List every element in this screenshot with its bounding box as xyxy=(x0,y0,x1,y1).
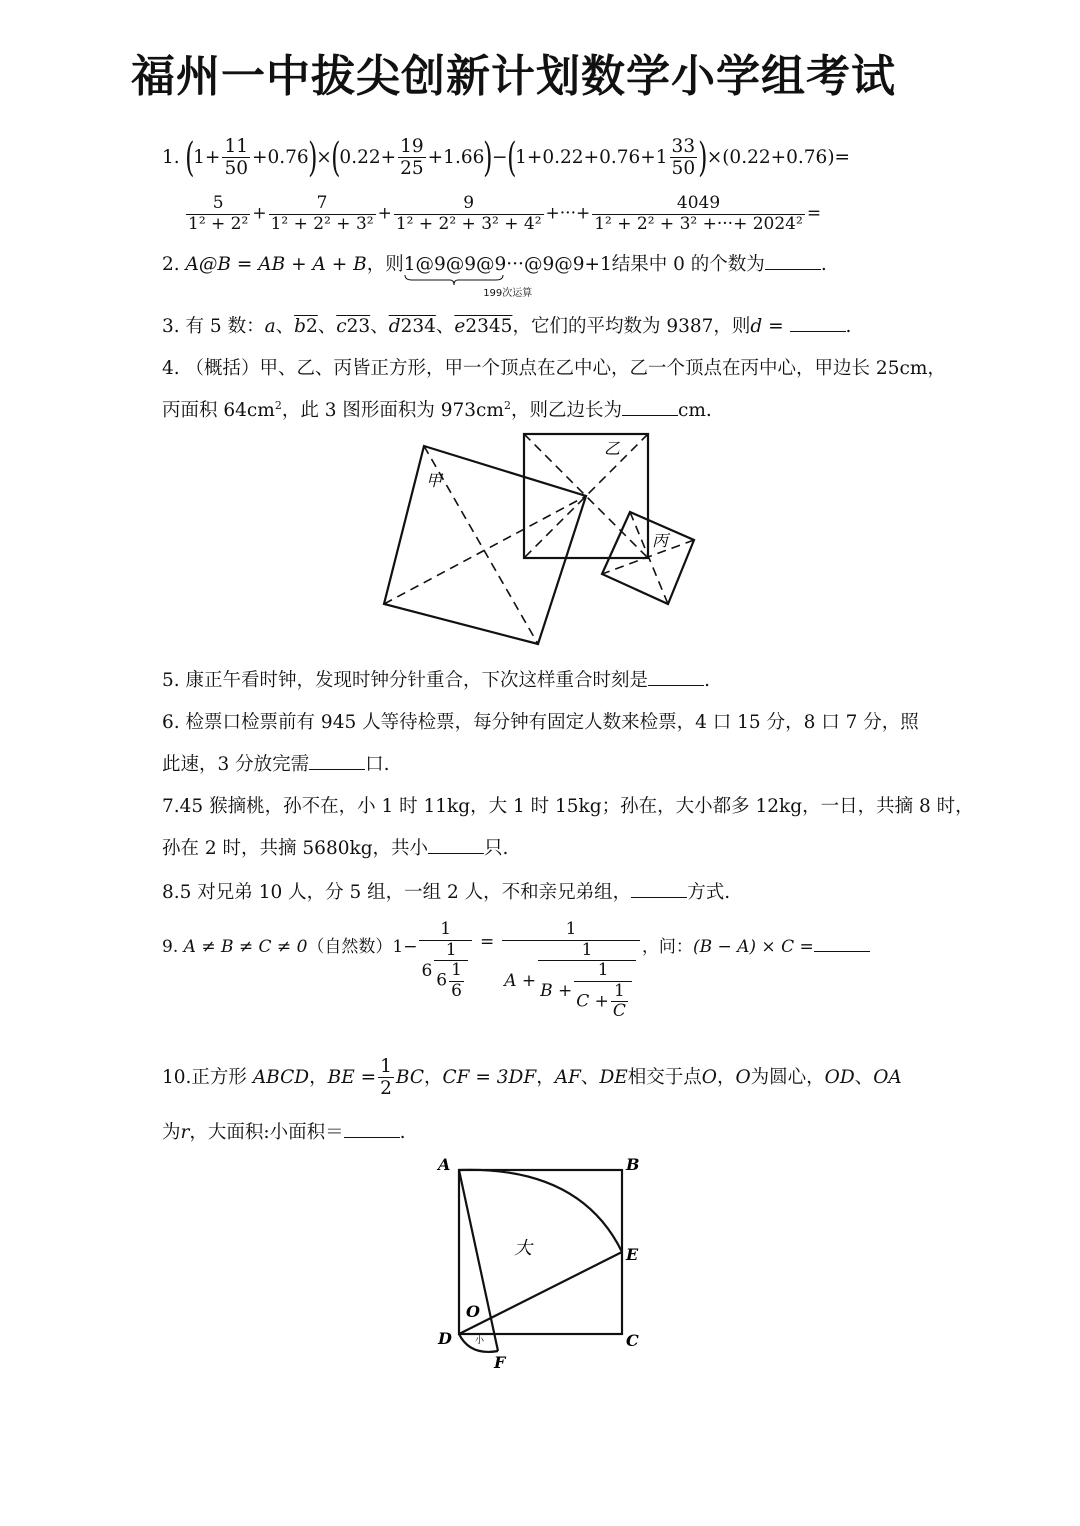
brace-expression: 1@9@9@9···@9@9+1 199次运算 xyxy=(403,254,612,299)
label-small: 小 xyxy=(475,1336,485,1346)
label-O: O xyxy=(466,1302,480,1321)
question-10-line2: 为r，大面积:小面积＝ . xyxy=(162,1122,406,1143)
label-yi: 乙 xyxy=(604,439,621,458)
question-6-line2: 此速，3 分放完需 口. xyxy=(162,754,390,775)
square-jia xyxy=(384,446,586,644)
square-abcd xyxy=(459,1170,622,1334)
label-A: A xyxy=(438,1155,451,1174)
question-2: 2. A@B = AB + A + B，则1@9@9@9···@9@9+1 199次运算 结果中 0 的个数为 . xyxy=(162,254,827,299)
label-big: 大 xyxy=(514,1238,532,1259)
question-1: 1. (1+ $\frac{11}{50}$ +0.76)×(0.22+ $\frac{19}{25}$ +1.66)−(1+0.22+0.76+1 $\frac{33}{50}$ )×(0.22+0.76)= xyxy=(162,134,851,181)
label-D: D xyxy=(438,1329,452,1348)
question-7: 7.45 猴摘桃，孙不在，小 1 时 11kg，大 1 时 15kg；孙在，大小都多 12kg，一日，共摘 8 时， xyxy=(162,796,974,817)
label-F: F xyxy=(494,1353,506,1372)
page-title: 福州一中拔尖创新计划数学小学组考试 xyxy=(131,51,896,102)
question-4: 4. （概括）甲、乙、丙皆正方形，甲一个顶点在乙中心，乙一个顶点在丙中心，甲边长 25cm， xyxy=(162,358,946,379)
question-3: 3. 有 5 数：a、b2、c23、d234、e2345，它们的平均数为 9387，则d = . xyxy=(162,316,852,337)
fraction: $\frac{11}{50}$ xyxy=(224,136,248,180)
label-E: E xyxy=(626,1245,639,1264)
question-1-sum: $\frac{5}{\text{1² + 2²}}$ + $\frac{7}{\text{1² + 2² + 3²}}$ + $\frac{9}{\text{1² + 2² + 3² + 4²}}$ +···+ $\frac{4049}{\text{1² + 2² + 3² +···+ 2024²}}$ = xyxy=(188,193,822,234)
continued-fraction-right: 1 A + 1 B + 1 C + $\frac{1}{C}$ xyxy=(502,920,640,1022)
label-bing: 丙 xyxy=(652,531,669,550)
fraction: $\frac{19}{25}$ xyxy=(400,136,424,180)
question-9: 9. A ≠ B ≠ C ≠ 0（自然数）1− 1 6 1 6 $\frac{1}{6}$ = 1 A + 1 B + 1 C + $\frac{1}{C}$ ，问：(B − A) × C = xyxy=(162,920,870,1022)
question-7-line2: 孙在 2 时，共摘 5680kg，共小 只. xyxy=(162,838,509,859)
continued-fraction-left: 1 6 1 6 $\frac{1}{6}$ xyxy=(419,920,471,1001)
squares-figure xyxy=(378,428,700,654)
fraction: $\frac{33}{50}$ xyxy=(671,136,696,180)
label-C: C xyxy=(626,1331,639,1350)
square-abcd-figure xyxy=(430,1150,650,1374)
question-6: 6. 检票口检票前有 945 人等待检票，每分钟有固定人数来检票，4 口 15 分，8 口 7 分，照 xyxy=(162,712,919,733)
question-8: 8.5 对兄弟 10 人，分 5 组，一组 2 人，不和亲兄弟组， 方式. xyxy=(162,882,731,903)
question-5: 5. 康正午看时钟，发现时钟分针重合，下次这样重合时刻是 . xyxy=(162,670,710,691)
label-B: B xyxy=(626,1155,640,1174)
question-10: 10.正方形 ABCD，BE = $\frac{1}{2}$ BC，CF = 3DF，AF、DE相交于点O，O为圆心，OD、OA xyxy=(162,1056,902,1100)
label-jia: 甲 xyxy=(426,471,443,490)
question-4-line2: 丙面积 $64cm^2$，此 3 图形面积为 $973cm^2$，则乙边长为 cm. xyxy=(162,398,712,421)
